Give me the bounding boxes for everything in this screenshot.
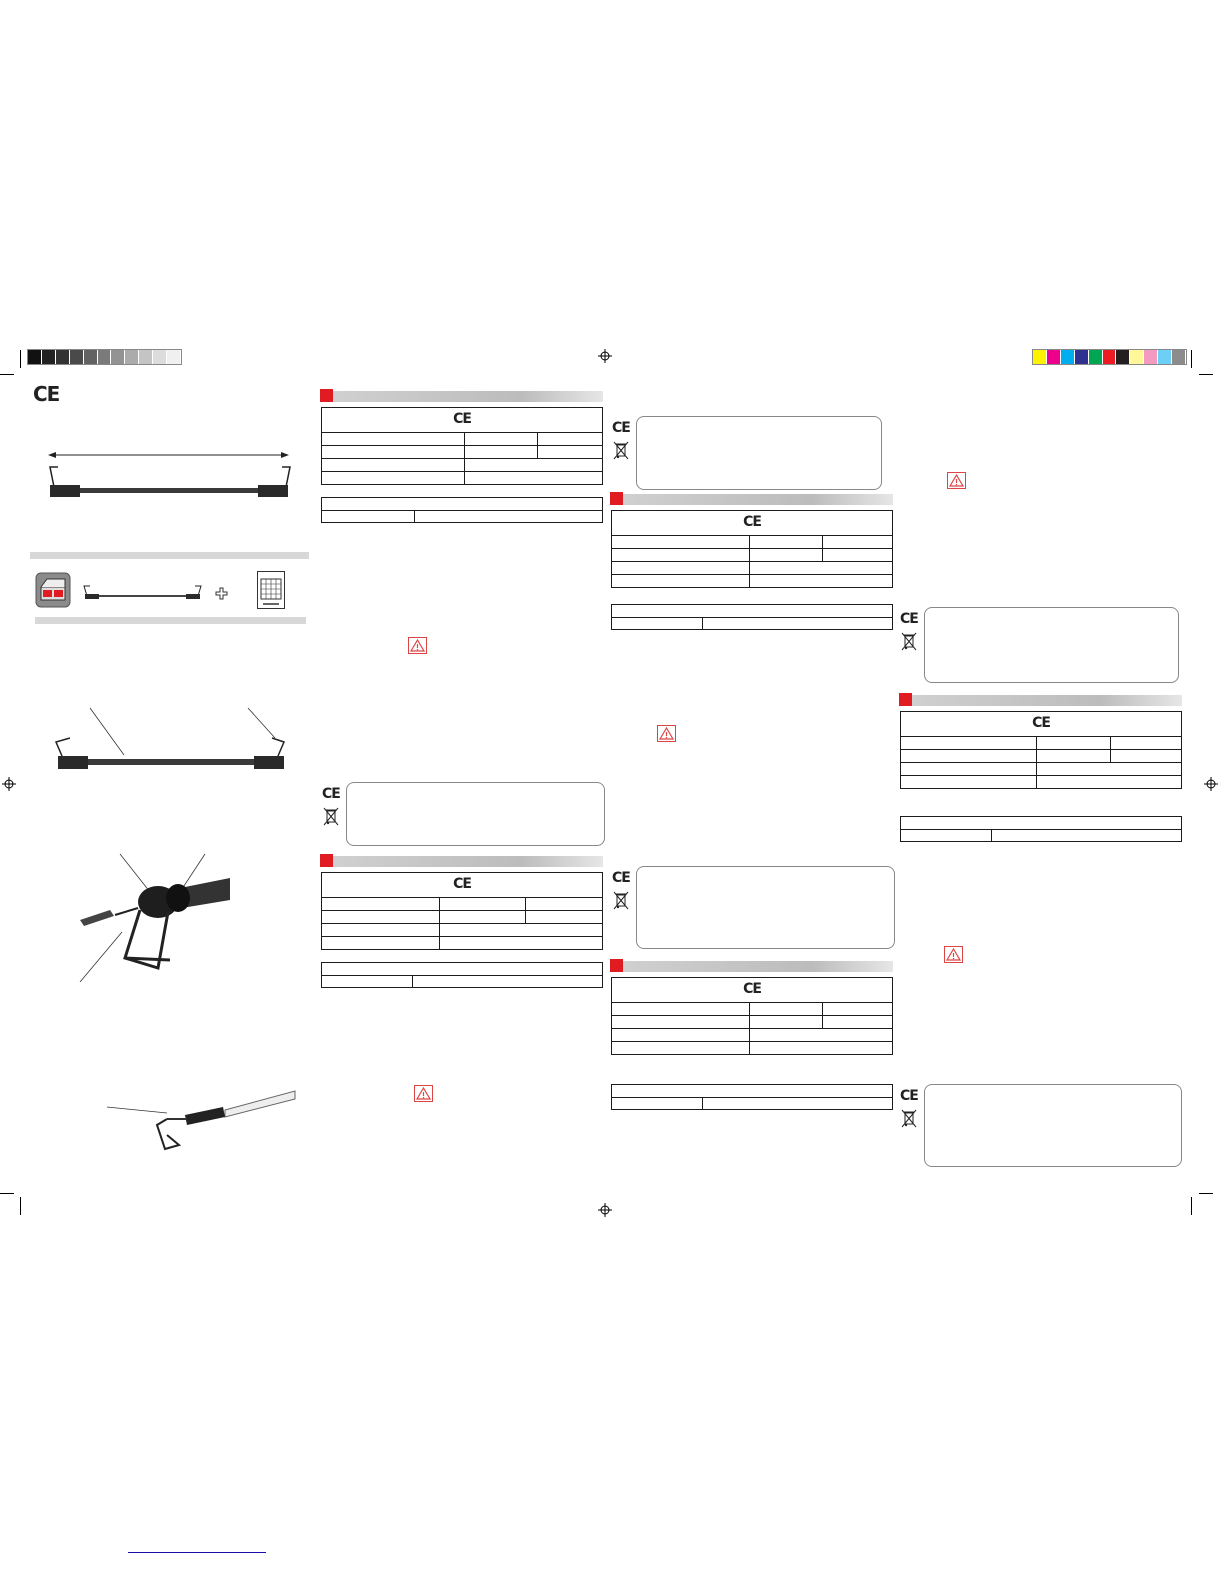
table-divider — [822, 1003, 823, 1015]
table-divider — [1036, 763, 1037, 775]
ce-mark-icon: CE — [1032, 715, 1050, 731]
spec-table-row — [322, 911, 602, 924]
calibration-swatch — [1103, 350, 1117, 364]
spec-table-row — [322, 898, 602, 911]
spec-table-header — [901, 712, 1181, 737]
spec-table-row — [612, 1003, 892, 1016]
spec-table-row — [901, 750, 1181, 763]
spec-table-row — [612, 1042, 892, 1054]
section-header-bar — [332, 856, 603, 867]
section-language-marker — [610, 959, 623, 972]
ce-mark-icon: CE — [743, 514, 761, 530]
section-language-marker — [320, 389, 333, 402]
recycling-notice-box — [924, 1084, 1182, 1167]
spec-table-header — [612, 978, 892, 1003]
calibration-swatch — [139, 350, 153, 364]
spec-table-header — [322, 873, 602, 898]
grayscale-calibration-strip — [27, 349, 182, 365]
crossed-bin-icon — [901, 1108, 917, 1128]
calibration-swatch — [111, 350, 125, 364]
table-divider — [439, 924, 440, 936]
spec-table-row — [322, 433, 602, 446]
section-language-marker — [610, 492, 623, 505]
spec-table-row — [901, 776, 1181, 788]
recycling-notice-box — [346, 782, 605, 846]
table-divider — [749, 562, 750, 574]
crop-mark — [20, 350, 21, 368]
calibration-swatch — [1075, 350, 1089, 364]
calibration-swatch — [56, 350, 70, 364]
calibration-swatch — [1033, 350, 1047, 364]
spec-sub-table — [321, 962, 603, 988]
lamp-end-cap-illustration — [70, 850, 235, 985]
spec-sub-table — [321, 497, 603, 523]
spec-table-row — [612, 1029, 892, 1042]
spec-table-row — [612, 549, 892, 562]
specification-table — [611, 977, 893, 1055]
crop-mark — [0, 1193, 14, 1194]
spec-sub-row — [901, 817, 1181, 830]
table-divider — [749, 1029, 750, 1041]
registration-mark-icon — [598, 349, 612, 363]
table-divider — [537, 433, 538, 445]
table-divider — [749, 575, 750, 587]
spec-table-row — [322, 459, 602, 472]
section-header-bar — [332, 391, 603, 402]
specification-table — [321, 872, 603, 950]
table-divider — [525, 898, 526, 910]
table-divider — [991, 830, 992, 841]
spec-sub-row — [612, 618, 892, 629]
registration-mark-icon — [598, 1203, 612, 1217]
spec-table-row — [612, 536, 892, 549]
crossed-bin-icon — [613, 890, 629, 910]
crop-mark — [20, 1197, 21, 1215]
table-divider — [822, 536, 823, 548]
table-divider — [749, 1016, 750, 1028]
calibration-swatch — [84, 350, 98, 364]
table-divider — [439, 911, 440, 923]
calibration-swatch — [98, 350, 112, 364]
table-divider — [702, 618, 703, 629]
ce-mark-icon: CE — [33, 382, 60, 406]
crop-mark — [1191, 1197, 1192, 1215]
ce-mark-icon: CE — [743, 981, 761, 997]
warning-triangle-icon — [657, 725, 676, 742]
table-divider — [822, 549, 823, 561]
warning-triangle-icon — [408, 637, 427, 654]
table-divider — [412, 976, 413, 987]
crossed-bin-icon — [613, 440, 629, 460]
calibration-swatch — [153, 350, 167, 364]
spec-sub-table — [611, 1084, 893, 1110]
crop-mark — [0, 374, 14, 375]
spec-table-row — [322, 446, 602, 459]
table-divider — [749, 1042, 750, 1054]
lamp-hook-illustration — [105, 1085, 300, 1155]
table-divider — [1110, 750, 1111, 762]
warning-triangle-icon — [414, 1085, 433, 1102]
table-divider — [1110, 737, 1111, 749]
calibration-swatch — [1047, 350, 1061, 364]
calibration-swatch — [167, 350, 181, 364]
spec-sub-table — [611, 604, 893, 630]
recycling-notice-box — [636, 416, 882, 490]
spec-table-row — [322, 937, 602, 949]
spec-sub-table — [900, 816, 1182, 842]
table-divider — [464, 446, 465, 458]
contents-band-top — [30, 552, 309, 559]
recycling-notice-box — [924, 607, 1179, 683]
section-header-bar — [622, 961, 893, 972]
ce-mark-icon: CE — [612, 420, 630, 436]
spec-sub-row — [612, 605, 892, 618]
spec-sub-row — [612, 1085, 892, 1098]
calibration-swatch — [1130, 350, 1144, 364]
spec-table-row — [612, 575, 892, 587]
calibration-swatch — [1061, 350, 1075, 364]
ce-mark-icon: CE — [900, 1088, 918, 1104]
table-divider — [749, 1003, 750, 1015]
spec-sub-row — [612, 1098, 892, 1109]
crossed-bin-icon — [901, 631, 917, 651]
spec-sub-row — [901, 830, 1181, 841]
table-divider — [702, 1098, 703, 1109]
crossed-bin-icon — [323, 806, 339, 826]
spec-sub-row — [322, 498, 602, 511]
table-divider — [464, 433, 465, 445]
calibration-swatch — [1144, 350, 1158, 364]
spec-table-row — [901, 737, 1181, 750]
calibration-swatch — [1116, 350, 1130, 364]
table-divider — [1036, 737, 1037, 749]
spec-sub-row — [322, 511, 602, 522]
lamp-dimension-illustration — [40, 445, 300, 505]
table-divider — [1036, 776, 1037, 788]
section-language-marker — [320, 854, 333, 867]
plus-icon — [215, 587, 228, 600]
calibration-swatch — [125, 350, 139, 364]
spec-table-header — [612, 511, 892, 536]
table-divider — [464, 472, 465, 484]
table-divider — [537, 446, 538, 458]
ce-mark-icon: CE — [453, 411, 471, 427]
ce-mark-icon: CE — [612, 870, 630, 886]
spec-table-row — [901, 763, 1181, 776]
calibration-swatch — [28, 350, 42, 364]
spec-sub-row — [322, 976, 602, 987]
color-calibration-strip — [1032, 349, 1187, 365]
table-divider — [464, 459, 465, 471]
table-divider — [525, 911, 526, 923]
spec-table-row — [322, 924, 602, 937]
specification-table — [900, 711, 1182, 789]
ce-mark-icon: CE — [453, 876, 471, 892]
ce-mark-icon: CE — [900, 611, 918, 627]
crop-mark — [1199, 1193, 1213, 1194]
warning-triangle-icon — [944, 946, 963, 963]
calibration-swatch — [1089, 350, 1103, 364]
crop-mark — [1191, 350, 1192, 368]
calibration-swatch — [1158, 350, 1172, 364]
crop-mark — [1199, 374, 1213, 375]
manual-icon — [257, 571, 285, 609]
table-divider — [1036, 750, 1037, 762]
table-divider — [439, 898, 440, 910]
specification-table — [611, 510, 893, 588]
contents-band-bottom — [35, 617, 306, 624]
lamp-parts-illustration — [40, 700, 302, 780]
spec-sub-row — [322, 963, 602, 976]
section-header-bar — [622, 494, 893, 505]
table-divider — [749, 549, 750, 561]
table-divider — [414, 511, 415, 522]
recycling-notice-box — [636, 866, 895, 949]
section-header-bar — [911, 695, 1182, 706]
spec-table-row — [612, 562, 892, 575]
ce-mark-icon: CE — [322, 786, 340, 802]
toolbox-icon — [35, 572, 71, 608]
footer-link[interactable] — [128, 1552, 266, 1553]
table-divider — [439, 937, 440, 949]
section-language-marker — [899, 693, 912, 706]
spec-table-header — [322, 408, 602, 433]
table-divider — [822, 1016, 823, 1028]
specification-table — [321, 407, 603, 485]
registration-mark-icon — [2, 777, 16, 791]
calibration-swatch — [42, 350, 56, 364]
lamp-contents-illustration — [80, 582, 205, 602]
table-divider — [749, 536, 750, 548]
registration-mark-icon — [1204, 777, 1218, 791]
calibration-swatch — [1172, 350, 1186, 364]
spec-table-row — [322, 472, 602, 484]
warning-triangle-icon — [947, 472, 966, 489]
calibration-swatch — [70, 350, 84, 364]
spec-table-row — [612, 1016, 892, 1029]
